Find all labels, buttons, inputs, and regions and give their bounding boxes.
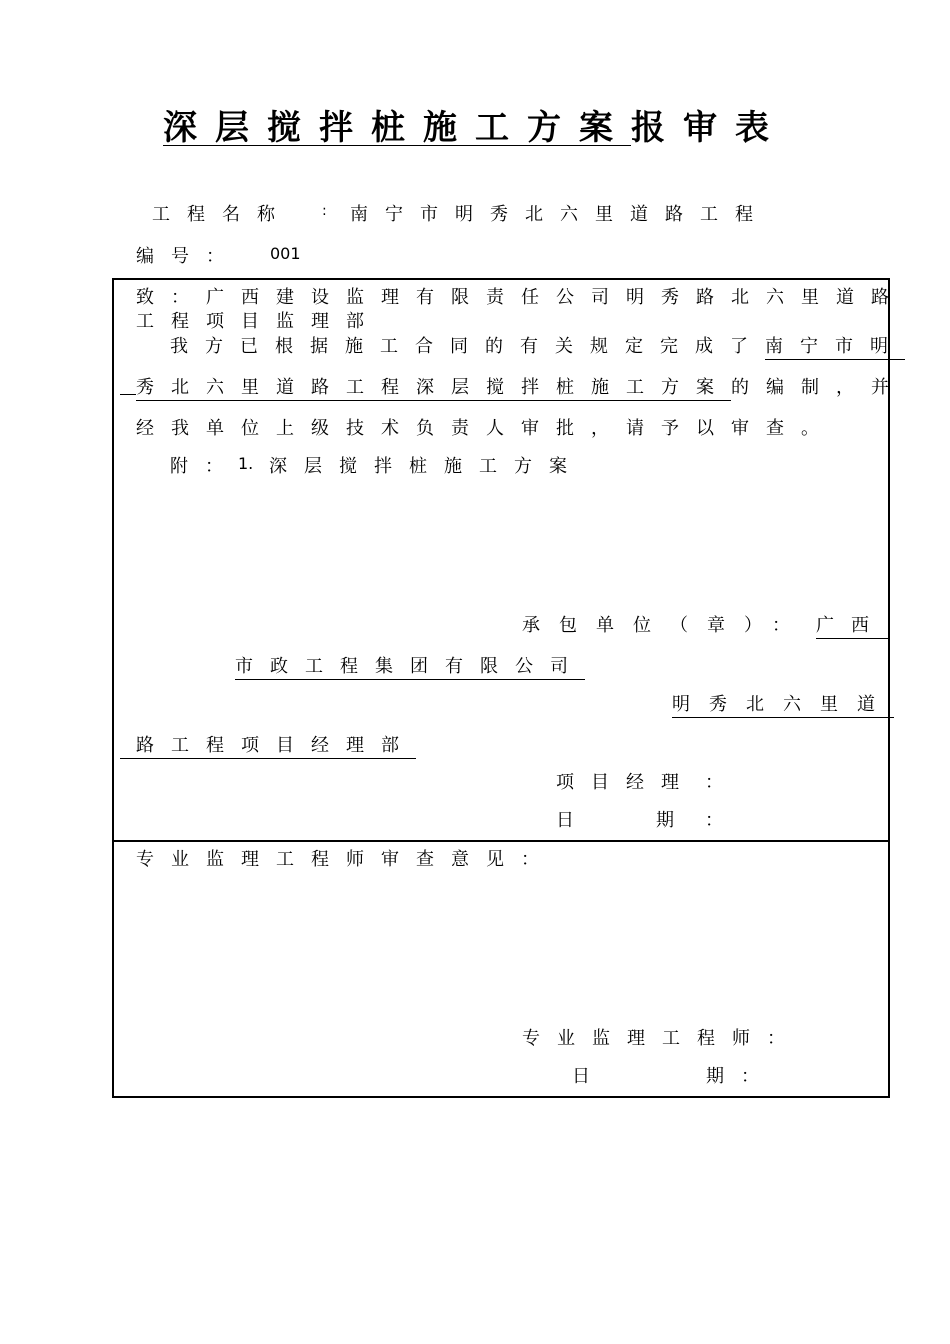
- project-manager-label: 项目经理: [556, 772, 696, 793]
- project-name-colon: :: [322, 203, 327, 219]
- contractor-label: 承包单位（章）：: [522, 615, 809, 636]
- underline-lead: [120, 374, 136, 395]
- paragraph-line-2-text: 的编制，并: [731, 377, 906, 398]
- date-label-2-b: 期：: [706, 1066, 776, 1087]
- date-label-2-a: 日: [572, 1066, 607, 1087]
- engineer-label: 专业监理工程师：: [522, 1028, 802, 1049]
- section-divider: [112, 840, 890, 842]
- attachment-number: 1.: [238, 454, 254, 473]
- number-label: 编号：: [136, 246, 241, 267]
- attachment-text: 深层搅拌桩施工方案: [269, 456, 584, 477]
- contractor-line-3-text: 明秀北六里道: [672, 694, 894, 718]
- contractor-line-1: [816, 611, 890, 637]
- project-name-value: 南宁市明秀北六里道路工程: [350, 204, 770, 225]
- contractor-line-4-text: 路工程项目经理部: [120, 735, 416, 759]
- paragraph-line-1-text: 我方已根据施工合同的有关规定完成了: [170, 336, 765, 357]
- attachment-label: 附：: [170, 456, 240, 477]
- page-title: [0, 100, 950, 149]
- form-frame: [112, 278, 890, 1098]
- date-label-1-b: 期: [656, 810, 691, 831]
- title-rest: 报审表: [631, 108, 787, 148]
- addressee-line-1: 致：广西建设监理有限责任公司明秀路北六里道路: [136, 287, 906, 308]
- contractor-line-2-text: 市政工程集团有限公司: [235, 656, 585, 680]
- paragraph-line-3: 经我单位上级技术负责人审批，请予以审查。: [136, 418, 836, 439]
- title-underlined: 深层搅拌桩施工方案: [163, 108, 631, 148]
- date-label-1-colon: ：: [705, 810, 740, 831]
- paragraph-line-1: [170, 332, 905, 358]
- contractor-line-1-text: 广西: [816, 615, 890, 639]
- addressee-line-2: 工程项目监理部: [136, 311, 381, 332]
- contractor-line-4: [120, 731, 416, 757]
- number-value: 001: [270, 244, 301, 263]
- paragraph-line-1-underlined: 南宁市明: [765, 336, 905, 360]
- project-manager-colon: ：: [705, 772, 740, 793]
- review-opinion-label: 专业监理工程师审查意见：: [136, 849, 556, 870]
- paragraph-line-2: [136, 373, 906, 399]
- contractor-line-3: [672, 690, 894, 716]
- contractor-line-2: [235, 652, 585, 678]
- project-name-label: 工程名称: [152, 204, 292, 225]
- date-label-1-a: 日: [556, 810, 591, 831]
- paragraph-line-2-underlined: 秀北六里道路工程深层搅拌桩施工方案: [136, 377, 731, 401]
